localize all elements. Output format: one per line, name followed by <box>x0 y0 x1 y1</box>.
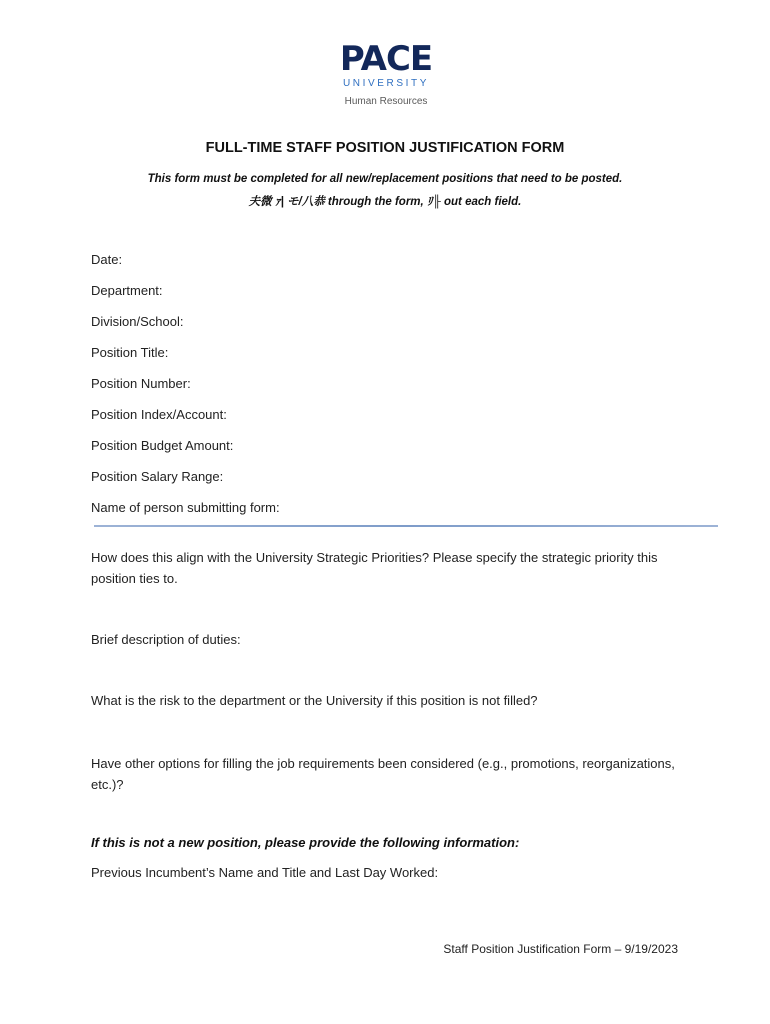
page-footer: Staff Position Justification Form – 9/19/2023 <box>443 942 678 956</box>
position-index-account-field-label[interactable]: Position Index/Account: <box>91 407 227 422</box>
department-field-label[interactable]: Department: <box>91 283 163 298</box>
previous-incumbent-field-label[interactable]: Previous Incumbent’s Name and Title and Last Day Worked: <box>91 865 439 880</box>
other-options-question[interactable]: Have other options for filling the job requirements been considered (e.g., promotions, reorganizations, etc.)? <box>91 756 675 792</box>
position-title-field-label[interactable]: Position Title: <box>91 345 169 360</box>
logo-department: Human Resources <box>344 96 428 107</box>
logo-subtitle: UNIVERSITY <box>342 78 429 89</box>
risk-question[interactable]: What is the risk to the department or the University if this position is not filled? <box>91 693 538 708</box>
division-school-field-label[interactable]: Division/School: <box>91 314 184 329</box>
replacement-section-heading: If this is not a new position, please provide the following information: <box>91 835 520 850</box>
position-budget-amount-field-label[interactable]: Position Budget Amount: <box>91 438 234 453</box>
date-field-label[interactable]: Date: <box>91 252 123 267</box>
position-salary-range-field-label[interactable]: Position Salary Range: <box>91 469 224 484</box>
form-instructions-line-2: 夫微 ｧ| モ/八恭 through the form, ﾘ╟ out each field. <box>248 196 522 208</box>
section-divider <box>94 525 718 527</box>
submitter-name-field-label[interactable]: Name of person submitting form: <box>91 500 280 515</box>
pace-university-logo <box>336 39 436 108</box>
position-number-field-label[interactable]: Position Number: <box>91 376 191 391</box>
form-instructions-line-1: This form must be completed for all new/replacement positions that need to be posted. <box>147 173 623 185</box>
strategic-priority-question[interactable]: How does this align with the University Strategic Priorities? Please specify the strategic priority this position ties to. <box>91 550 658 586</box>
form-fields <box>91 252 280 531</box>
logo-wordmark: PACE <box>339 39 433 79</box>
form-title: FULL-TIME STAFF POSITION JUSTIFICATION FORM <box>205 140 565 156</box>
duties-question[interactable]: Brief description of duties: <box>91 632 241 647</box>
